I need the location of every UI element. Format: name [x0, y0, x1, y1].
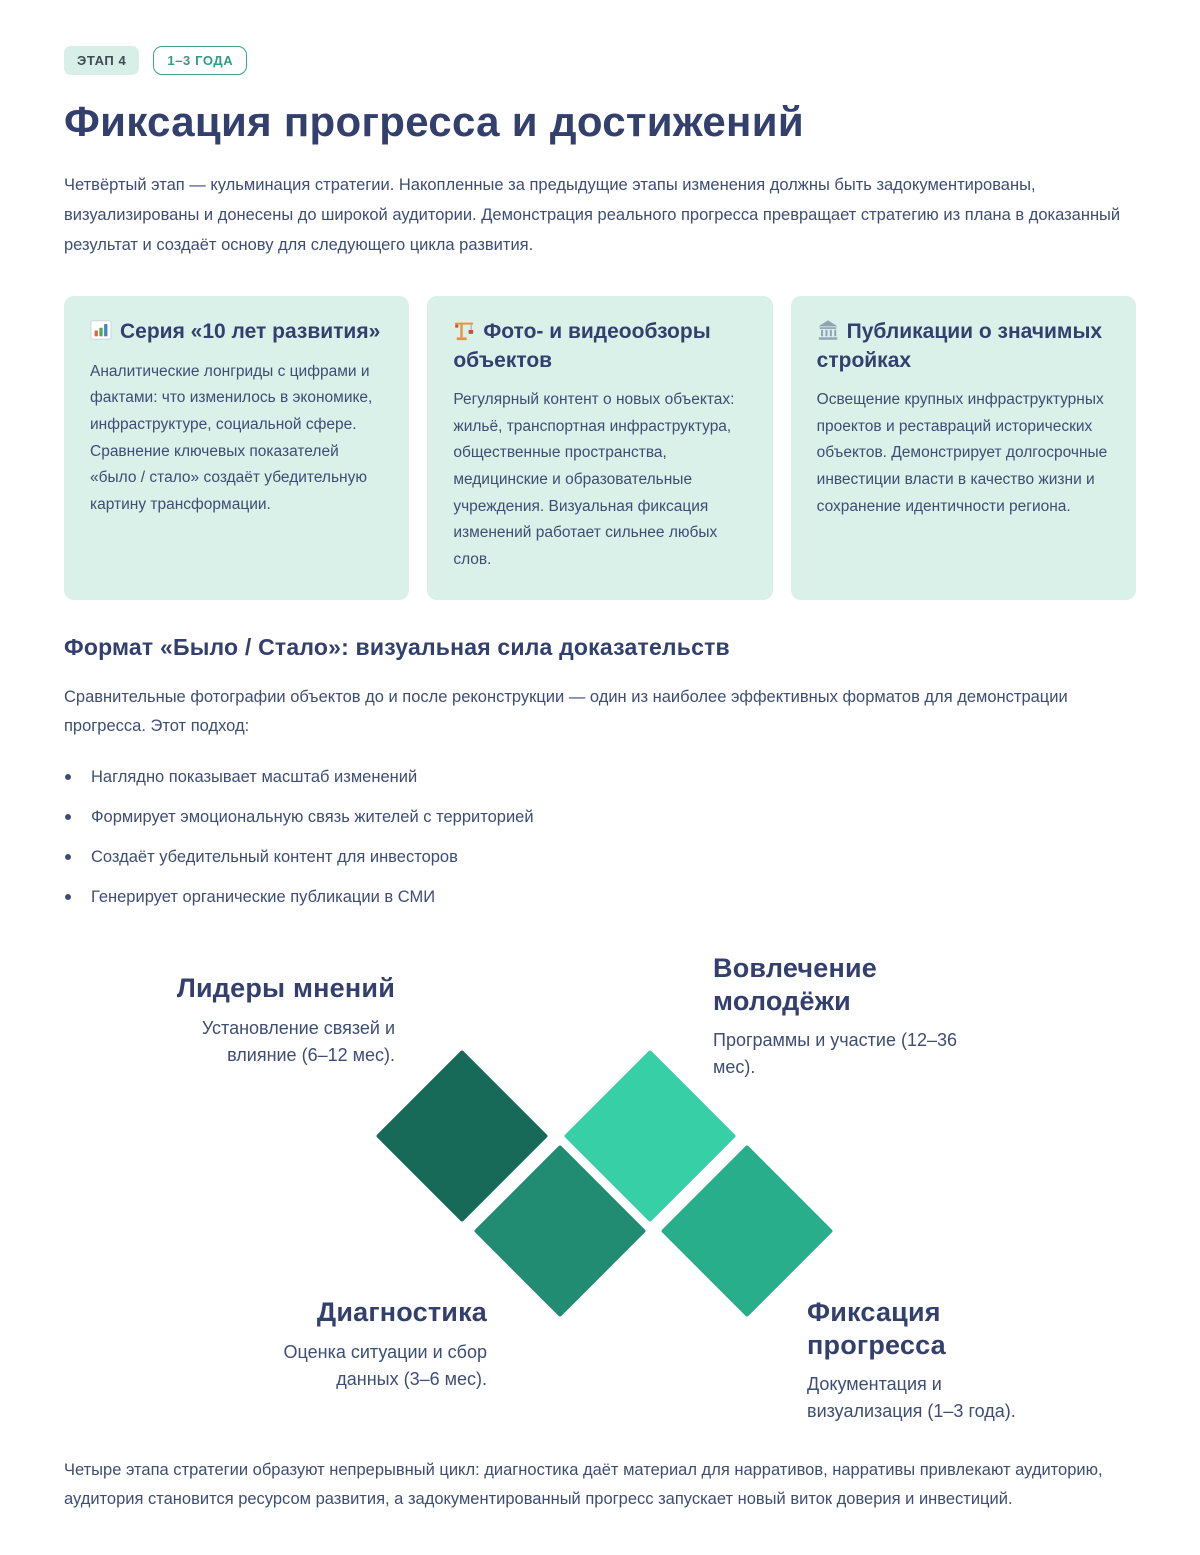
card-title	[90, 318, 383, 346]
intro-paragraph: Четвёртый этап — кульминация стратегии. Накопленные за предыдущие этапы изменения должны быть задокументированы, визуализированы и донесены до широкой аудитории. Демонстрация реального прогресса превращает стратегию из плана в доказанный результат и создаёт основу для следующего цикла развития.	[64, 176, 1121, 254]
duration-badge: 1–3 ГОДА	[153, 46, 247, 75]
bullet-dot-icon	[65, 854, 71, 860]
node-title: Вовлечение молодёжи	[713, 952, 877, 1016]
outro-paragraph: Четыре этапа стратегии образуют непрерывный цикл: диагностика даёт материал для нарративов, нарративы привлекают аудиторию, аудитория становится ресурсом развития, а задокументированный прогресс запускает новый виток доверия и инвестиций.	[64, 1460, 1103, 1509]
node-progress-recording	[807, 1296, 1047, 1426]
bullet-text: Генерирует органические публикации в СМИ	[91, 887, 436, 906]
card-title-text: Публикации о значимых стройках	[816, 320, 1103, 372]
card-body: Аналитические лонгриды с цифрами и фактами: что изменилось в экономике, инфраструктуре, социальной сфере. Сравнение ключевых показателей «было / стало» создаёт убедительную картину трансформации.	[90, 362, 373, 513]
node-title: Диагностика	[316, 1296, 487, 1327]
bullet-text: Наглядно показывает масштаб изменений	[91, 767, 418, 786]
badge-row	[64, 46, 1136, 75]
card-title-text: Фото- и видеообзоры объектов	[453, 320, 711, 372]
bullet-dot-icon	[65, 774, 71, 780]
card-title	[817, 318, 1110, 375]
card-title	[453, 318, 746, 375]
node-desc: Программы и участие (12–36 мес).	[713, 1030, 958, 1078]
node-title: Фиксация прогресса	[807, 1296, 946, 1360]
bullet-item	[64, 846, 1136, 870]
node-opinion-leaders	[165, 972, 395, 1069]
card-publications	[791, 296, 1136, 599]
card-body: Регулярный контент о новых объектах: жильё, транспортная инфраструктура, общественные пространства, медицинские и образовательные учреждения. Визуальная фиксация изменений работает сильнее любых слов.	[453, 390, 735, 568]
bullet-item	[64, 806, 1136, 830]
crane-icon	[453, 319, 475, 341]
bullet-list	[64, 766, 1136, 910]
section-heading: Формат «Было / Стало»: визуальная сила доказательств	[64, 633, 730, 660]
museum-icon	[817, 319, 839, 341]
bullet-text: Создаёт убедительный контент для инвесторов	[91, 847, 458, 866]
card-photo-video-reviews	[427, 296, 772, 599]
bullet-dot-icon	[65, 814, 71, 820]
bullet-dot-icon	[65, 894, 71, 900]
bar-chart-icon	[90, 319, 112, 341]
node-desc: Документация и визуализация (1–3 года).	[807, 1374, 1016, 1422]
page-title: Фиксация прогресса и достижений	[64, 98, 804, 145]
stage-badge: ЭТАП 4	[64, 46, 139, 75]
bullet-item	[64, 766, 1136, 790]
node-desc: Установление связей и влияние (6–12 мес).	[201, 1017, 395, 1065]
node-diagnostics	[257, 1296, 487, 1393]
strategy-cycle-diagram	[64, 926, 1136, 1438]
bullet-item	[64, 886, 1136, 910]
node-youth-engagement	[713, 952, 963, 1082]
node-desc: Оценка ситуации и сбор данных (3–6 мес).	[283, 1341, 487, 1389]
section-paragraph: Сравнительные фотографии объектов до и после реконструкции — один из наиболее эффективных форматов для демонстрации прогресса. Этот подход:	[64, 687, 1068, 736]
card-title-text: Серия «10 лет развития»	[120, 320, 381, 344]
bullet-text: Формирует эмоциональную связь жителей с территорией	[91, 807, 534, 826]
card-body: Освещение крупных инфраструктурных проектов и реставраций исторических объектов. Демонстрирует долгосрочные инвестиции власти в качество жизни и сохранение идентичности региона.	[816, 390, 1108, 515]
node-title: Лидеры мнений	[176, 972, 395, 1003]
card-development-series	[64, 296, 409, 599]
card-row	[64, 296, 1136, 599]
